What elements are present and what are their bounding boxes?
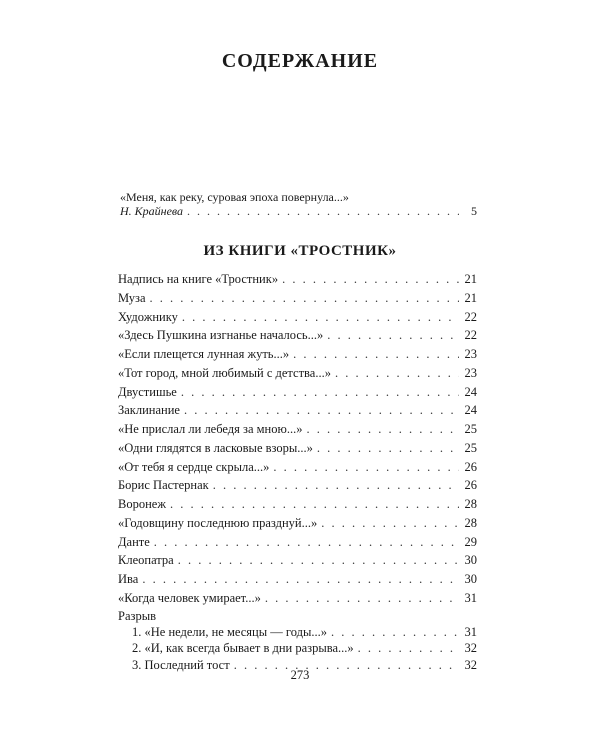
toc-entry-title: «Годовщину последнюю празднуй...» [118,515,318,530]
dot-leader [170,495,459,514]
toc-entry [118,495,477,514]
toc-group-title: Разрыв [118,608,156,623]
toc-entry-page: 30 [464,553,477,568]
toc-subentry-title: 3. Последний тост [132,657,230,672]
section-title: ИЗ КНИГИ «ТРОСТНИК» [203,243,397,259]
dot-leader [273,458,459,477]
toc-entry-title: «Если плещется лунная жуть...» [118,347,290,361]
page-title: СОДЕРЖАНИЕ [221,50,379,72]
toc-entry-title: «Одни глядятся в ласковые взоры...» [118,440,313,455]
dot-leader [358,640,459,657]
dot-leader [327,326,459,345]
toc-entry-page: 28 [464,515,477,530]
toc-entry-page: 25 [464,440,477,455]
toc-entry-title: Муза [118,290,146,305]
toc-entry-title: «Когда человек умирает...» [118,590,261,605]
toc-entry-page: 23 [464,365,477,380]
toc-entry [118,345,477,364]
toc-entry-page: 28 [464,497,477,511]
toc-entry-title: Данте [118,534,150,549]
dot-leader [187,204,459,218]
toc-entry [118,439,477,458]
toc-entry-page: 24 [464,403,477,418]
toc-entry [118,420,477,439]
dot-leader [178,551,459,570]
dot-leader [213,476,459,495]
intro-entry [120,190,477,218]
dot-leader [150,289,459,308]
toc-entry [118,476,477,495]
toc-entry [118,533,477,552]
dot-leader [331,624,459,641]
toc-entry-title: «Тот город, мной любимый с детства...» [118,365,331,380]
toc-entry [118,570,477,589]
toc-entry [118,289,477,308]
toc-entry [118,551,477,570]
toc-entry-page: 23 [464,347,477,361]
intro-entry-author: Н. Крайнева [120,204,184,218]
toc-entry-title: Воронеж [118,497,166,511]
intro-entry-page: 5 [471,204,477,218]
toc-subentry [118,624,477,641]
toc-entry-page: 21 [464,290,477,305]
toc-entry-title: Двустишье [118,384,177,399]
toc-entry-title: «Здесь Пушкина изгнанье началось...» [118,328,324,343]
toc-entry-page: 24 [464,384,477,399]
toc-entry [118,308,477,327]
toc-entry [118,589,477,608]
dot-leader [182,308,459,327]
toc-subentry-page: 32 [464,657,477,672]
toc-entry-page: 26 [464,459,477,474]
toc-entry-title: Ива [118,572,139,586]
dot-leader [154,533,459,552]
toc-list [118,270,477,673]
dot-leader [265,589,459,608]
toc-entry-page: 22 [464,328,477,343]
toc-entry [118,326,477,345]
toc-entry [118,270,477,289]
dot-leader [293,345,459,364]
toc-entry-title: «Не прислал ли лебедя за мною...» [118,422,303,436]
toc-subentry [118,640,477,657]
dot-leader [335,364,459,383]
toc-subentry-page: 31 [464,624,477,639]
toc-entry [118,401,477,420]
dot-leader [184,401,459,420]
dot-leader [282,270,459,289]
toc-entry-page: 26 [464,478,477,493]
toc-entry-title: Борис Пастернак [118,478,209,493]
toc-subentry-title: 1. «Не недели, не месяцы — годы...» [132,624,327,639]
toc-entry-title: Заклинание [118,403,180,418]
toc-entry [118,514,477,533]
toc-entry-page: 25 [464,422,477,436]
toc-entry-page: 22 [464,309,477,324]
dot-leader [317,439,459,458]
dot-leader [321,514,459,533]
toc-entry-title: Надпись на книге «Тростник» [118,272,279,286]
toc-entry [118,458,477,477]
toc-entry-page: 29 [464,534,477,549]
toc-entry-title: Клеопатра [118,553,174,568]
toc-entry-page: 21 [464,272,477,286]
toc-entry-title: «От тебя я сердце скрыла...» [118,459,270,474]
toc-entry-title: Художнику [118,309,178,324]
intro-entry-title: «Меня, как реку, суровая эпоха повернула...» [120,190,349,204]
intro-entry-author-row [120,204,477,218]
dot-leader [306,420,459,439]
toc-subentry-page: 32 [464,641,477,655]
dot-leader [142,570,459,589]
toc-subentry-title: 2. «И, как всегда бывает в дни разрыва...» [132,641,354,655]
toc-entry [118,383,477,402]
toc-entry [118,364,477,383]
footer-page-number: 273 [290,668,310,682]
toc-entry-page: 31 [464,590,477,605]
toc-entry-page: 30 [464,572,477,586]
dot-leader [181,383,459,402]
